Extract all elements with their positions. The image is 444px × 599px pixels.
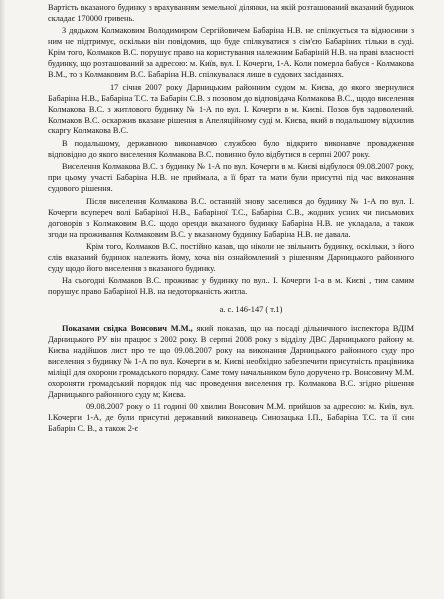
scan-edge-shadow bbox=[0, 0, 6, 599]
witness-testimony-text: який показав, що на посаді дільничного інспектора ВДІМ Дарницького РУ він працює з 2002 року. В серпні 2008 року з відділу ДВС Дарницького району м. Києва надійшов лист про те що 09.08.2007 року на виконання Дарницького районного суду про виселення з будинку № 1-А по вул. Кочерги в м. Києві необхідно забезпечити присутність працівника міліції для охорони громадського порядку. Саме тому начальником було доручено гр. Вонсовичу М.М. охороняти громадський порядок під час проведення виселення гр. Колмакова В.С. згідно рішення Дарницького районного суду м; Києва. bbox=[48, 324, 414, 399]
case-file-reference: а. с. 146-147 ( т.1) bbox=[219, 305, 283, 315]
paragraph-court-decision: 17 січня 2007 року Дарницьким районним судом м. Києва, до якого звернулися Бабаріна Н.В., Бабаріна Т.С. та Бабарін С.В. з позовом до відповідача Колмакова В.С., щодо виселення Колмакова В.С. з житлового будинку № 1-А по вул. І. Кочерги в м. Києві. Позов був задоволений. Колмаков В.С. оскаржив вказане рішення в Апеляційному суді м. Києва, який в подальшому відхилив скаргу Колмакова В.С. bbox=[48, 82, 414, 136]
paragraph-refusal-to-leave: Крім того, Колмаков В.С. постійно казав, що ніколи не звільнить будинку, оскільки, з його слів вказаний будинок належить йому, хоча він ознайомлений з рішенням Дарницького районного суду щодо його виселення з вказаного будинку. bbox=[48, 242, 414, 273]
paragraph-resettlement: Після виселення Колмакова В.С. останній знову заселився до будинку № 1-А по вул. І. Кочерги всупереч волі Бабаріної Н.В., Бабаріної Т.С., Бабаріна С.В., жодних усних чи письмових договорів з Колмаковим В.С. щодо оренди вказаного будинку Бабаріна Н.В. не укладала, а також згоди на проживання Колмаковим В.С. у вказаному будинку Бабаріна Н.В. не давала. bbox=[48, 196, 414, 239]
paragraph-current-residence: На сьогодні Колмаков В.С. проживає у будинку по вул.. І. Кочерги 1-а в м. Києві , тим самим порушує право Бабаріної Н.В. на недоторканість житла. bbox=[48, 276, 414, 297]
paragraph-enforcement-proceedings: В подальшому, державною виконавчою службою було відкрито виконавче провадження відповідно до якого виселення Колмакова В.С. повинно було відбутися в серпні 2007 року. bbox=[48, 138, 414, 159]
paragraph-eviction-attendance: 09.08.2007 року о 11 годині 00 хвилин Вонсович М.М. прийшов за адресою: м. Київ, вул. І.Кочерги 1-А, де були присутні державний виконавець Синозацька І.П., Бабаріна Т.С. та її син Бабарін С. В., а також 2-є bbox=[48, 402, 414, 434]
paragraph-eviction-date: Виселення Колмакова В.С. з будинку № 1-А по вул. Кочерги в м. Києві відбулося 09.08.2007 року, при цьому участі Бабаріна Н.В. не приймала, а її брат та мати були присутні під час виконання судового рішення. bbox=[48, 162, 414, 194]
paragraph-relations-with-uncle: З дядьком Колмаковим Володимиром Сергійовичем Бабаріна Н.В. не спілкується та відносини з ним не підтримує, оскільки він повідомив, що буде спілкуватися з сім'єю Бабаріних тільки в суді. Крім того, Колмаков В.С. порушує право на користування належним Бабаріній Н.В. на праві власності будинку, що розташований за адресою: м. Київ, вул. І. Кочерги, 1-А. Коли померла бабуся - Колмакова В.М., то з Колмаковим В.С. Бабаріна Н.В. спілкувалася лише в судових засіданнях. bbox=[48, 26, 414, 80]
paragraph-house-value: Вартість вказаного будинку з врахуванням земельної ділянки, на якій розташований вказаний будинок складає 170000 гривень. bbox=[48, 3, 414, 23]
witness-label: Показами свідка Вонсович М.М., bbox=[62, 324, 193, 334]
paragraph-witness-testimony bbox=[48, 324, 414, 401]
